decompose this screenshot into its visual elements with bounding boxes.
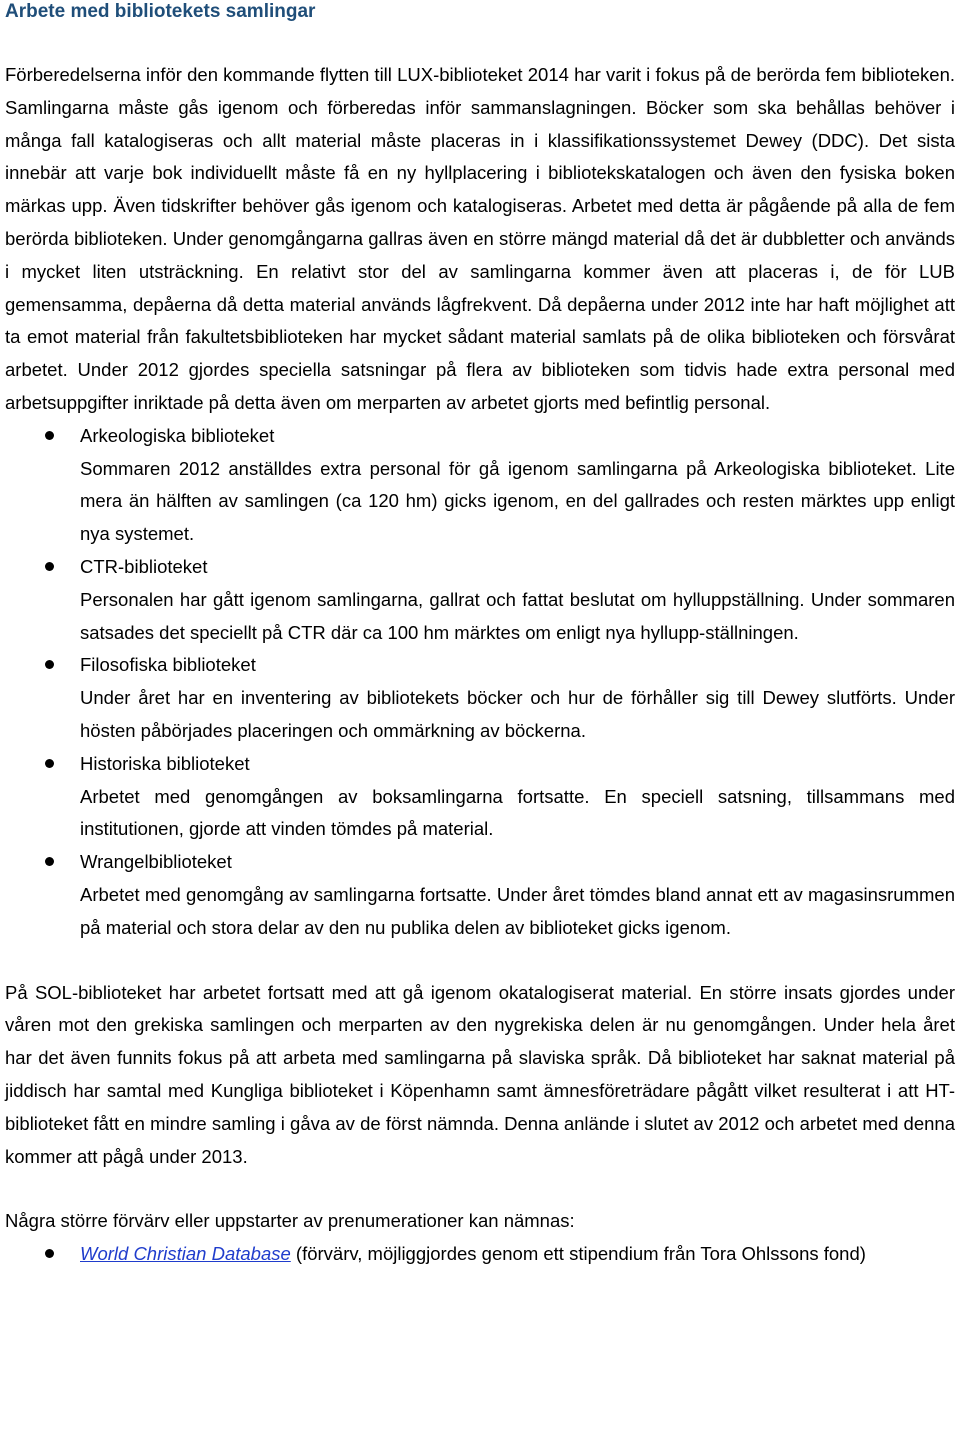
- bullet-icon: [45, 759, 54, 768]
- list-item-arkeologiska: [5, 420, 955, 551]
- list-item-ctr: [5, 551, 955, 649]
- library-description: Under året har en inventering av bibliotekets böcker och hur de förhåller sig till Dewey slutförts. Under hösten påbörjades placeringen och ommärkning av böckerna.: [80, 687, 955, 741]
- library-title: CTR-biblioteket: [80, 555, 208, 577]
- intro-paragraph: Förberedelserna inför den kommande flytten till LUX-biblioteket 2014 har varit i fokus på de berörda fem biblioteken. Samlingarna måste gås igenom och förberedas inför sammanslagningen. Böcker som ska behållas behöver i många fall katalogiseras och allt material måste placeras in i klassifikationssystemet Dewey (DDC). Det sista innebär att varje bok individuellt måste få en ny hyllplacering i bibliotekskatalogen och även den fysiska boken märkas upp. Även tidskrifter behöver gås igenom och katalogiseras. Arbetet med detta är pågående på alla de fem berörda biblioteken. Under genomgångarna gallras även en större mängd material då det är dubbletter och används i mycket liten utsträckning. En relativt stor del av samlingarna kommer även att placeras i, de för LUB gemensamma, depåerna då detta material används lågfrekvent. Då depåerna under 2012 inte har haft möjlighet att ta emot material från fakultetsbiblioteken har mycket sådant material samlats på de olika biblioteken och försvårat arbetet. Under 2012 gjordes speciella satsningar på flera av biblioteken som tidvis hade extra personal med arbetsuppgifter inriktade på detta även om merparten av arbetet gjorts med befintlig personal.: [5, 64, 955, 413]
- bullet-icon: [45, 431, 54, 440]
- library-description: Arbetet med genomgång av samlingarna fortsatte. Under året tömdes bland annat ett av magasinsrummen på material och stora delar av den nu publika delen av biblioteket gicks igenom.: [80, 883, 955, 938]
- list-item-wrangel: [5, 846, 955, 944]
- spacer: [5, 1173, 955, 1205]
- sol-paragraph: På SOL-biblioteket har arbetet fortsatt med att gå igenom okatalogiserat material. En större insats gjordes under våren mot den grekiska samlingen och merparten av den nygrekiska delen är nu genomgången. Under hela året har det även funnits fokus på att arbeta med samlingarna på slaviska språk. Då biblioteket har saknat material på jiddisch har samtal med Kungliga biblioteket i Köpenhamn samt ämnesföreträdare pågått vilket resulterat i att HT-biblioteket fått en mindre samling i gåva av de först nämnda. Denna anlände i slutet av 2012 och arbetet med denna kommer att pågå under 2013.: [5, 981, 955, 1167]
- world-christian-database-link[interactable]: World Christian Database: [80, 1243, 291, 1265]
- list-item-acquisition: [5, 1238, 955, 1271]
- list-item-historiska: [5, 748, 955, 846]
- spacer: [5, 945, 955, 977]
- library-description: Arbetet med genomgången av boksamlingarna fortsatte. En speciell satsning, tillsammans med institutionen, gjorde att vinden tömdes på material.: [80, 785, 955, 840]
- section-heading: Arbete med bibliotekets samlingar: [5, 1, 316, 22]
- acquisitions-intro: Några större förvärv eller uppstarter av prenumerationer kan nämnas:: [5, 1210, 575, 1232]
- library-description: Sommaren 2012 anställdes extra personal för gå igenom samlingarna på Arkeologiska biblioteket. Lite mera än hälften av samlingen (ca 120 hm) gicks igenom, en del gallrades och resten märktes upp enligt nya systemet.: [80, 457, 955, 545]
- bullet-icon: [45, 1249, 54, 1258]
- list-item-filosofiska: [5, 649, 955, 747]
- acquisition-note: (förvärv, möjliggjordes genom ett stipendium från Tora Ohlssons fond): [290, 1243, 866, 1265]
- library-title: Historiska biblioteket: [80, 752, 250, 774]
- bullet-icon: [45, 562, 54, 571]
- library-title: Arkeologiska biblioteket: [80, 424, 275, 446]
- acquisition-entry: [80, 1238, 955, 1271]
- library-description: Personalen har gått igenom samlingarna, gallrat och fattat beslutat om hylluppställning. Under sommaren satsades det speciellt på CTR där ca 100 hm märktes om enligt nya hyllupp-ställningen.: [80, 588, 955, 643]
- bullet-icon: [45, 660, 54, 669]
- acquisitions-list: [5, 1238, 955, 1271]
- library-list: [5, 420, 955, 945]
- library-title: Wrangelbiblioteket: [80, 851, 232, 873]
- bullet-icon: [45, 857, 54, 866]
- library-title: Filosofiska biblioteket: [80, 654, 256, 676]
- document-page: [5, 0, 955, 1271]
